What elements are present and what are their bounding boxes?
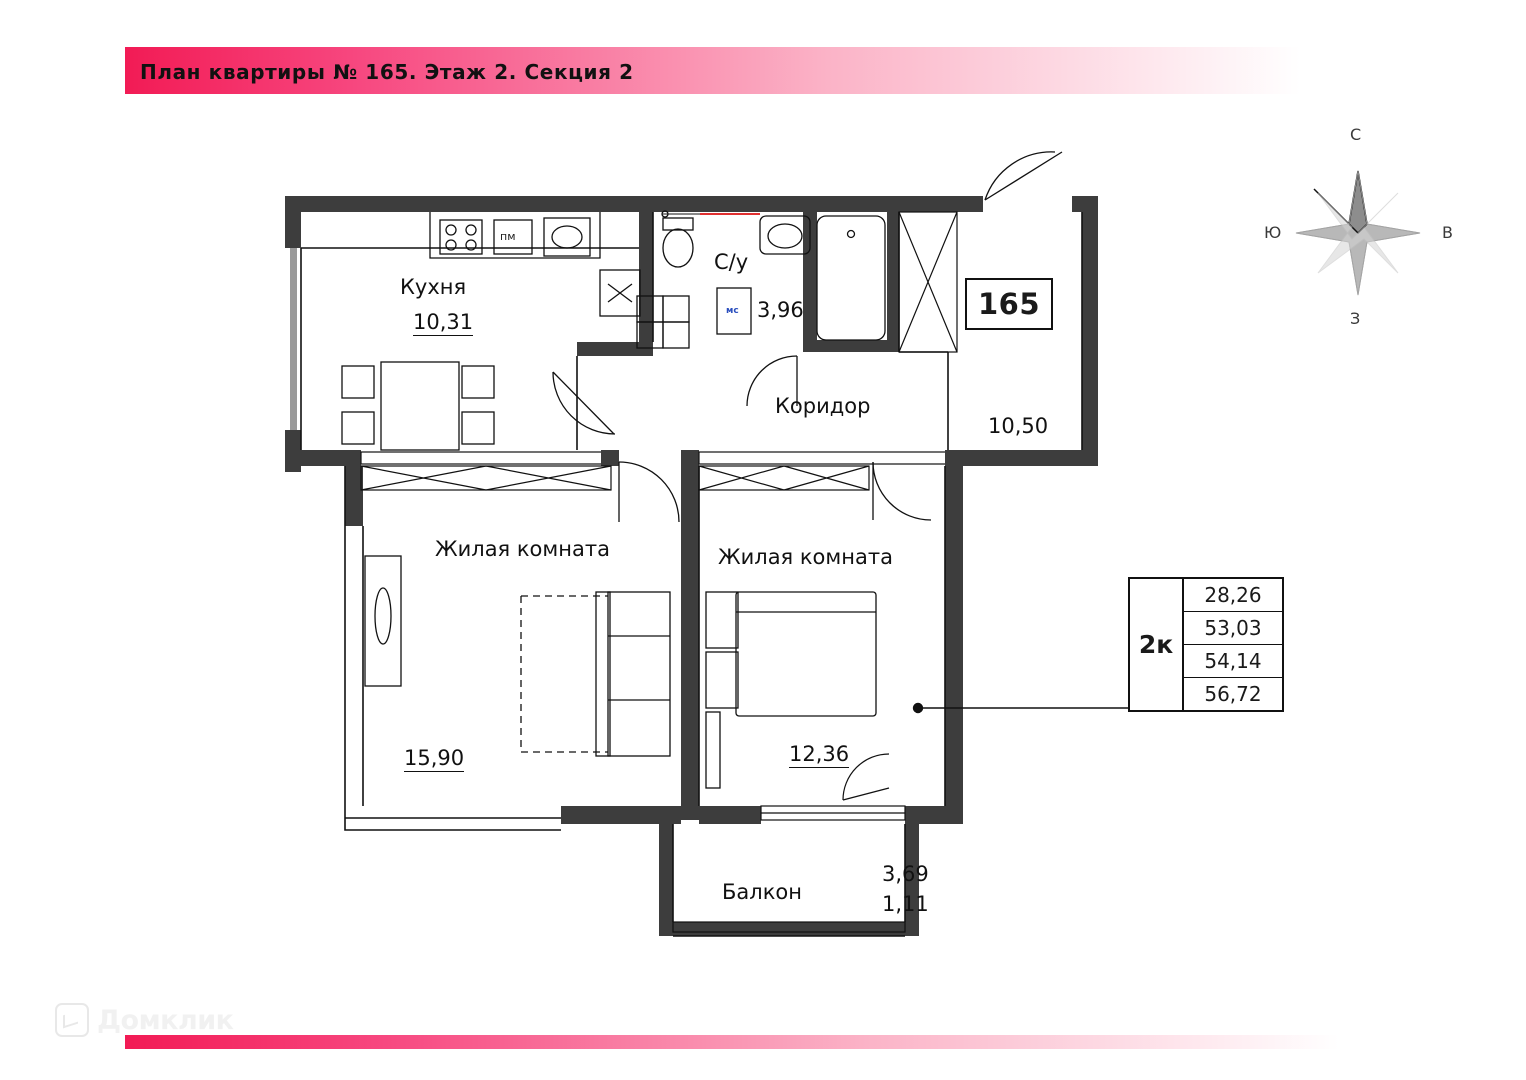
room-area-kitchen: 10,31 — [413, 310, 474, 334]
area-total-no-balcony: 53,03 — [1184, 612, 1282, 645]
room-label-balcony: Балкон — [722, 880, 802, 904]
bathroom-fixtures — [637, 211, 885, 348]
washing-machine-label: мс — [726, 306, 739, 316]
watermark-text: Домклик — [97, 1004, 234, 1036]
compass-label-south: З — [1350, 309, 1361, 328]
room-label-wc: С/у — [714, 250, 749, 274]
compass-label-east: В — [1442, 223, 1453, 242]
left-room-furniture — [365, 556, 670, 756]
footer-gradient-bar — [125, 1035, 1403, 1049]
dishwasher-label: пм — [500, 230, 516, 243]
room-area-living-1: 15,90 — [404, 746, 465, 770]
page-title: План квартиры № 165. Этаж 2. Секция 2 — [140, 60, 634, 84]
compass — [1262, 125, 1457, 330]
compass-label-north: С — [1350, 125, 1362, 144]
room-area-balcony-reduced: 1,11 — [882, 892, 929, 916]
apartment-number-badge — [965, 278, 1053, 330]
area-living: 28,26 — [1184, 579, 1282, 612]
area-values — [1184, 579, 1282, 710]
compass-label-west: Ю — [1264, 223, 1282, 242]
room-area-balcony: 3,69 — [882, 862, 929, 886]
domclick-logo-icon — [55, 1003, 89, 1037]
room-label-living-2: Жилая комната — [718, 545, 893, 569]
rooms-count-cell — [1130, 579, 1184, 710]
room-area-living-2: 12,36 — [789, 742, 850, 766]
watermark — [55, 1000, 234, 1040]
room-area-wc: 3,96 — [757, 298, 804, 322]
room-label-corridor: Коридор — [775, 394, 871, 418]
room-area-corridor: 10,50 — [988, 414, 1049, 438]
area-total-full: 56,72 — [1204, 682, 1262, 706]
area-total-with-coef: 54,14 — [1184, 645, 1282, 678]
rooms-count-value: 2к — [1138, 630, 1174, 659]
apartment-number: 165 — [977, 287, 1041, 321]
room-label-living-1: Жилая комната — [435, 537, 610, 561]
area-summary-table — [1128, 577, 1284, 712]
room-label-kitchen: Кухня — [400, 275, 467, 299]
